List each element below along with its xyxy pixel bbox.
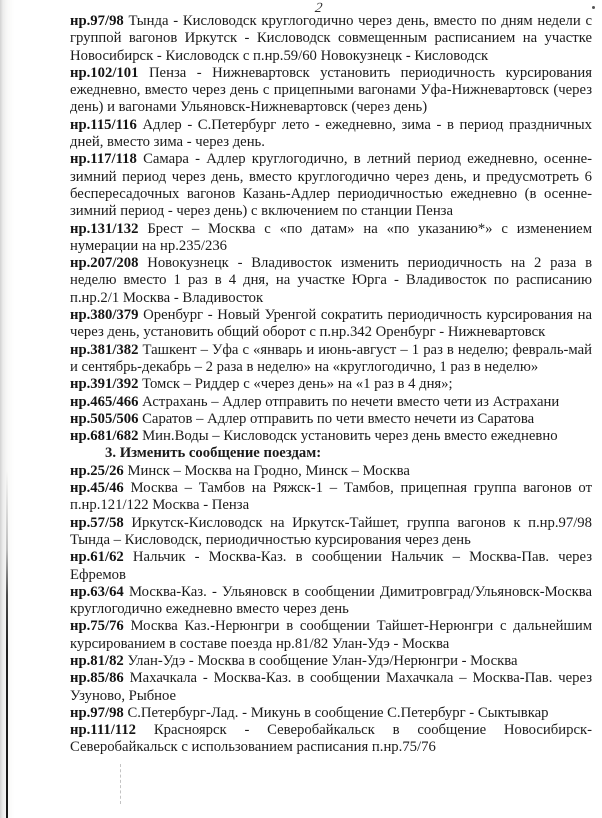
train-number: нр.61/62 (70, 549, 124, 566)
train-entry (70, 463, 592, 480)
train-entry (70, 549, 592, 584)
entry-text: Адлер - С.Петербург лето - ежедневно, зима - в период праздничных дней, вместо зима - через день. (70, 116, 592, 151)
scan-fold-mark (120, 764, 121, 804)
train-entry (70, 411, 592, 428)
entry-text: Брест – Москва с «по датам» на «по указанию*» с изменением нумерации на нр.235/236 (70, 220, 592, 254)
train-entry (70, 670, 592, 705)
train-entry (70, 307, 592, 342)
train-number: нр.25/26 (70, 462, 124, 479)
train-number: нр.117/118 (70, 151, 137, 168)
train-entry (70, 221, 592, 256)
train-number: нр.63/64 (70, 583, 124, 600)
train-number: нр.391/392 (70, 376, 139, 393)
entry-text: Минск – Москва на Гродно, Минск – Москва (127, 462, 410, 479)
train-entry (70, 255, 592, 307)
entry-text: С.Петербург-Лад. - Микунь в сообщение С.Петербург - Сыктывкар (127, 704, 549, 721)
train-entry (70, 342, 592, 377)
train-number: нр.97/98 (70, 13, 124, 29)
train-entry (70, 13, 592, 65)
entry-text: Нальчик - Москва-Каз. в сообщении Нальчик – Москва-Пав. через Ефремов (70, 549, 592, 583)
section-heading: 3. Изменить сообщение поездам: (105, 445, 322, 462)
train-number: нр.81/82 (70, 652, 124, 669)
train-entry (70, 394, 592, 411)
entry-text: Ташкент – Уфа с «январь и июнь-август – 1 раз в неделю; февраль-май и сентябрь-декабрь – 2 раза в неделю» на «круглогодично, 1 раз в неделю» (70, 341, 593, 375)
entry-text: Улан-Удэ - Москва в сообщение Улан-Удэ/Нерюнгри - Москва (127, 652, 518, 669)
train-number: нр.381/382 (70, 341, 139, 358)
entry-text: Махачкала - Москва-Каз. в сообщении Махачкала – Москва-Пав. через Узуново, Рыбное (70, 670, 592, 704)
entry-text: Пенза - Нижневартовск установить периодичность курсирования ежедневно, вместо через день с прицепными вагонами Уфа-Нижневартовск (через день) и вагонами Ульяновск-Нижневартовск (через день) (70, 64, 593, 116)
entry-text: Москва Каз.-Нерюнгри в сообщении Тайшет-Нерюнгри с дальнейшим курсированием в составе поезда нр.81/82 Улан-Удэ - Москва (70, 618, 593, 652)
scan-edge-line (6, 470, 8, 818)
entry-text: Иркутск-Кисловодск на Иркутск-Тайшет, группа вагонов к п.нр.97/98 Тында – Кисловодск, периодичностью курсирования через день (70, 514, 592, 548)
train-number: нр.85/86 (70, 670, 124, 687)
train-number: нр.207/208 (70, 255, 139, 272)
train-entry (70, 428, 592, 445)
train-number: нр.465/466 (70, 393, 139, 410)
train-entry (70, 65, 592, 117)
train-number: нр.45/46 (70, 480, 124, 497)
train-number: нр.115/116 (70, 116, 137, 133)
scan-speck (592, 6, 595, 9)
entry-text: Самара - Адлер круглогодично, в летний период ежедневно, осенне-зимний период через день, вместо круглогодично через день, и предусмотреть 6 беспересадочных вагонов Казань-Адлер периодичностью ежедневно (в осенне-зимний период - через день) с включением по станции Пенза (70, 151, 592, 220)
train-number: нр.97/98 (70, 704, 124, 721)
train-number: нр.57/58 (70, 514, 124, 531)
train-entry (70, 705, 592, 722)
train-entry (70, 376, 592, 393)
train-entry (70, 618, 592, 653)
train-number: нр.505/506 (70, 410, 139, 427)
entry-text: Москва – Тамбов на Ряжск-1 – Тамбов, прицепная группа вагонов от п.нр.121/122 Москва - Пенза (70, 480, 593, 514)
train-number: нр.102/101 (70, 64, 139, 81)
entry-text: Мин.Воды – Кисловодск установить через день вместо ежедневно (142, 428, 558, 445)
train-entry (70, 480, 592, 515)
entry-text: Красноярск - Северобайкальск в сообщение Новосибирск-Северобайкальск с использованием расписания п.нр.75/76 (70, 722, 592, 756)
entry-text: Оренбург - Новый Уренгой сократить периодичность курсирования на через день, установить общий оборот с п.нр.342 Оренбург - Нижневартовск (70, 307, 592, 341)
document-text (70, 13, 592, 757)
train-entry (70, 584, 592, 619)
entry-text: Тында - Кисловодск круглогодично через день, вместо по дням недели с группой вагонов Иркутск - Кисловодск совмещенным расписанием на участке Новосибирск - Кисловодск с п.нр.59/60 Новокузнецк - Кисловодск (70, 13, 593, 64)
entry-text: Астрахань – Адлер отправить по нечети вместо чети из Астрахани (142, 393, 560, 410)
entry-text: Томск – Риддер с «через день» на «1 раз в 4 дня»; (142, 376, 453, 393)
train-number: нр.75/76 (70, 618, 124, 635)
train-entry (70, 117, 592, 152)
train-number: нр.131/132 (70, 220, 139, 237)
train-entry (70, 151, 592, 220)
entry-text: Новокузнецк - Владивосток изменить периодичность на 2 раза в неделю вместо 1 раз в 4 дня, на участке Юрга - Владивосток по расписанию п.нр.2/1 Москва - Владивосток (70, 255, 593, 306)
train-entry (70, 722, 592, 757)
train-entry (70, 653, 592, 670)
train-number: нр.681/682 (70, 428, 139, 445)
entry-text: Москва-Каз. - Ульяновск в сообщении Димитровград/Ульяновск-Москва круглогодично ежедневно вместо через день (70, 583, 593, 618)
entry-text: Саратов – Адлер отправить по чети вместо нечети из Саратова (142, 410, 535, 427)
train-entry (70, 515, 592, 550)
train-number: нр.111/112 (70, 722, 137, 739)
train-number: нр.380/379 (70, 307, 139, 324)
page-number: 2 (314, 1, 324, 16)
